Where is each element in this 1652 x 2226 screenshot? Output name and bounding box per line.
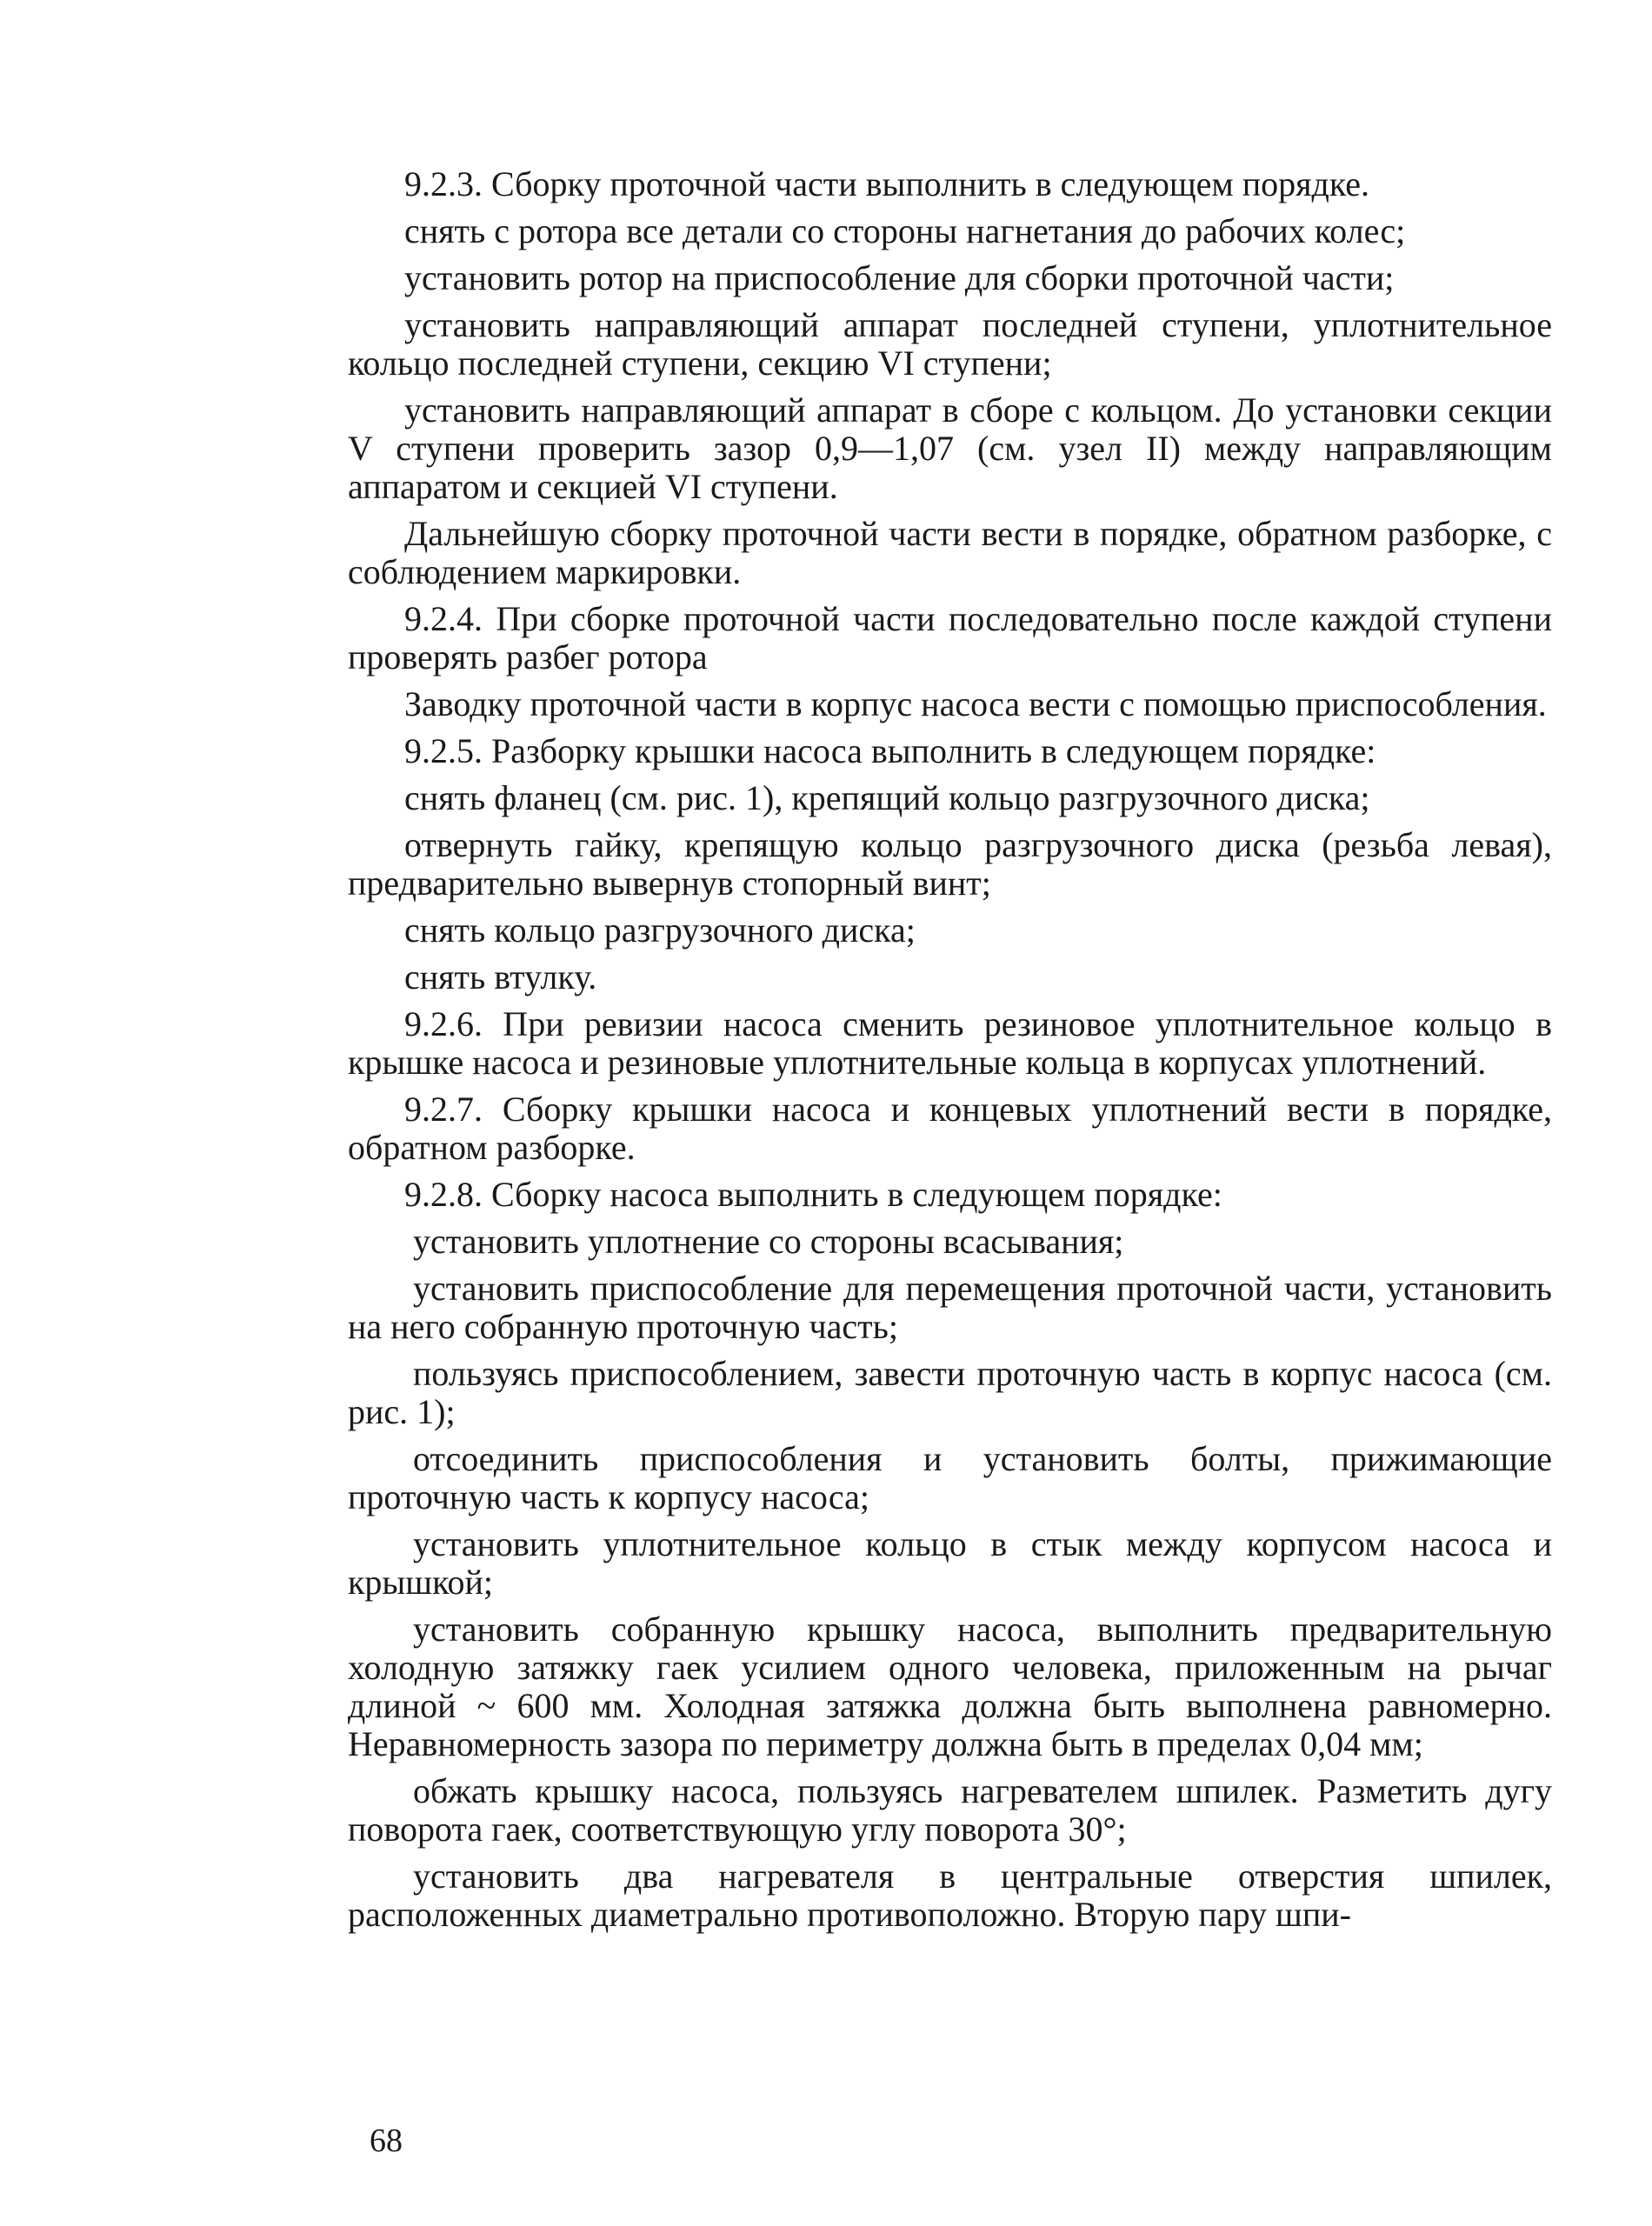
paragraph: установить направляющий аппарат в сборе с кольцом. До установки секции V ступени проверить зазор 0,9—1,07 (см. узел II) между направляющим аппаратом и секцией VI ступени.	[348, 390, 1552, 506]
paragraph: снять фланец (см. рис. 1), крепящий кольцо разгрузочного диска;	[404, 778, 1370, 817]
paragraph: установить направляющий аппарат последней ступени, уплотнительное кольцо последней ступени, секцию VI ступени;	[348, 305, 1552, 383]
paragraph-9-2-3: 9.2.3. Сборку проточной части выполнить в следующем порядке.	[404, 164, 1370, 203]
paragraph: Заводку проточной части в корпус насоса вести с помощью приспособления.	[404, 684, 1547, 723]
paragraph: установить собранную крышку насоса, выполнить предварительную холодную затяжку гаек усилием одного человека, приложенным на рычаг длиной ~ 600 мм. Холодная затяжка должна быть выполнена равномерно. Неравномерность зазора по периметру должна быть в пределах 0,04 мм;	[348, 1610, 1552, 1763]
document-body	[348, 165, 1552, 1943]
paragraph-9-2-8: 9.2.8. Сборку насоса выполнить в следующем порядке:	[404, 1175, 1222, 1214]
paragraph: установить ротор на приспособление для сборки проточной части;	[404, 258, 1395, 297]
page-number: 68	[370, 2123, 403, 2159]
paragraph-9-2-6: 9.2.6. При ревизии насоса сменить резиновое уплотнительное кольцо в крышке насоса и резиновые уплотнительные кольца в корпусах уплотнений.	[348, 1004, 1552, 1082]
paragraph: Дальнейшую сборку проточной части вести в порядке, обратном разборке, с соблюдением маркировки.	[348, 514, 1552, 591]
paragraph: установить уплотнительное кольцо в стык между корпусом насоса и крышкой;	[348, 1524, 1552, 1602]
paragraph-9-2-5: 9.2.5. Разборку крышки насоса выполнить в следующем порядке:	[404, 731, 1376, 770]
paragraph: отвернуть гайку, крепящую кольцо разгрузочного диска (резьба левая), предварительно вывернув стопорный винт;	[348, 825, 1552, 903]
paragraph: снять с ротора все детали со стороны нагнетания до рабочих колес;	[404, 211, 1406, 250]
paragraph: снять кольцо разгрузочного диска;	[404, 910, 916, 950]
paragraph: установить два нагревателя в центральные отверстия шпилек, расположенных диаметрально противоположно. Вторую пару шпи-	[348, 1856, 1552, 1934]
paragraph: отсоединить приспособления и установить болты, прижимающие проточную часть к корпусу насоса;	[348, 1439, 1552, 1516]
paragraph: установить приспособление для перемещения проточной части, установить на него собранную проточную часть;	[348, 1269, 1552, 1346]
paragraph-9-2-4: 9.2.4. При сборке проточной части последовательно после каждой ступени проверять разбег ротора	[348, 599, 1552, 676]
paragraph-9-2-7: 9.2.7. Сборку крышки насоса и концевых уплотнений вести в порядке, обратном разборке.	[348, 1090, 1552, 1167]
paragraph: снять втулку.	[404, 957, 597, 996]
paragraph: пользуясь приспособлением, завести проточную часть в корпус насоса (см. рис. 1);	[348, 1354, 1552, 1431]
paragraph: обжать крышку насоса, пользуясь нагревателем шпилек. Разметить дугу поворота гаек, соответствующую углу поворота 30°;	[348, 1771, 1552, 1849]
paragraph: установить уплотнение со стороны всасывания;	[413, 1222, 1124, 1261]
